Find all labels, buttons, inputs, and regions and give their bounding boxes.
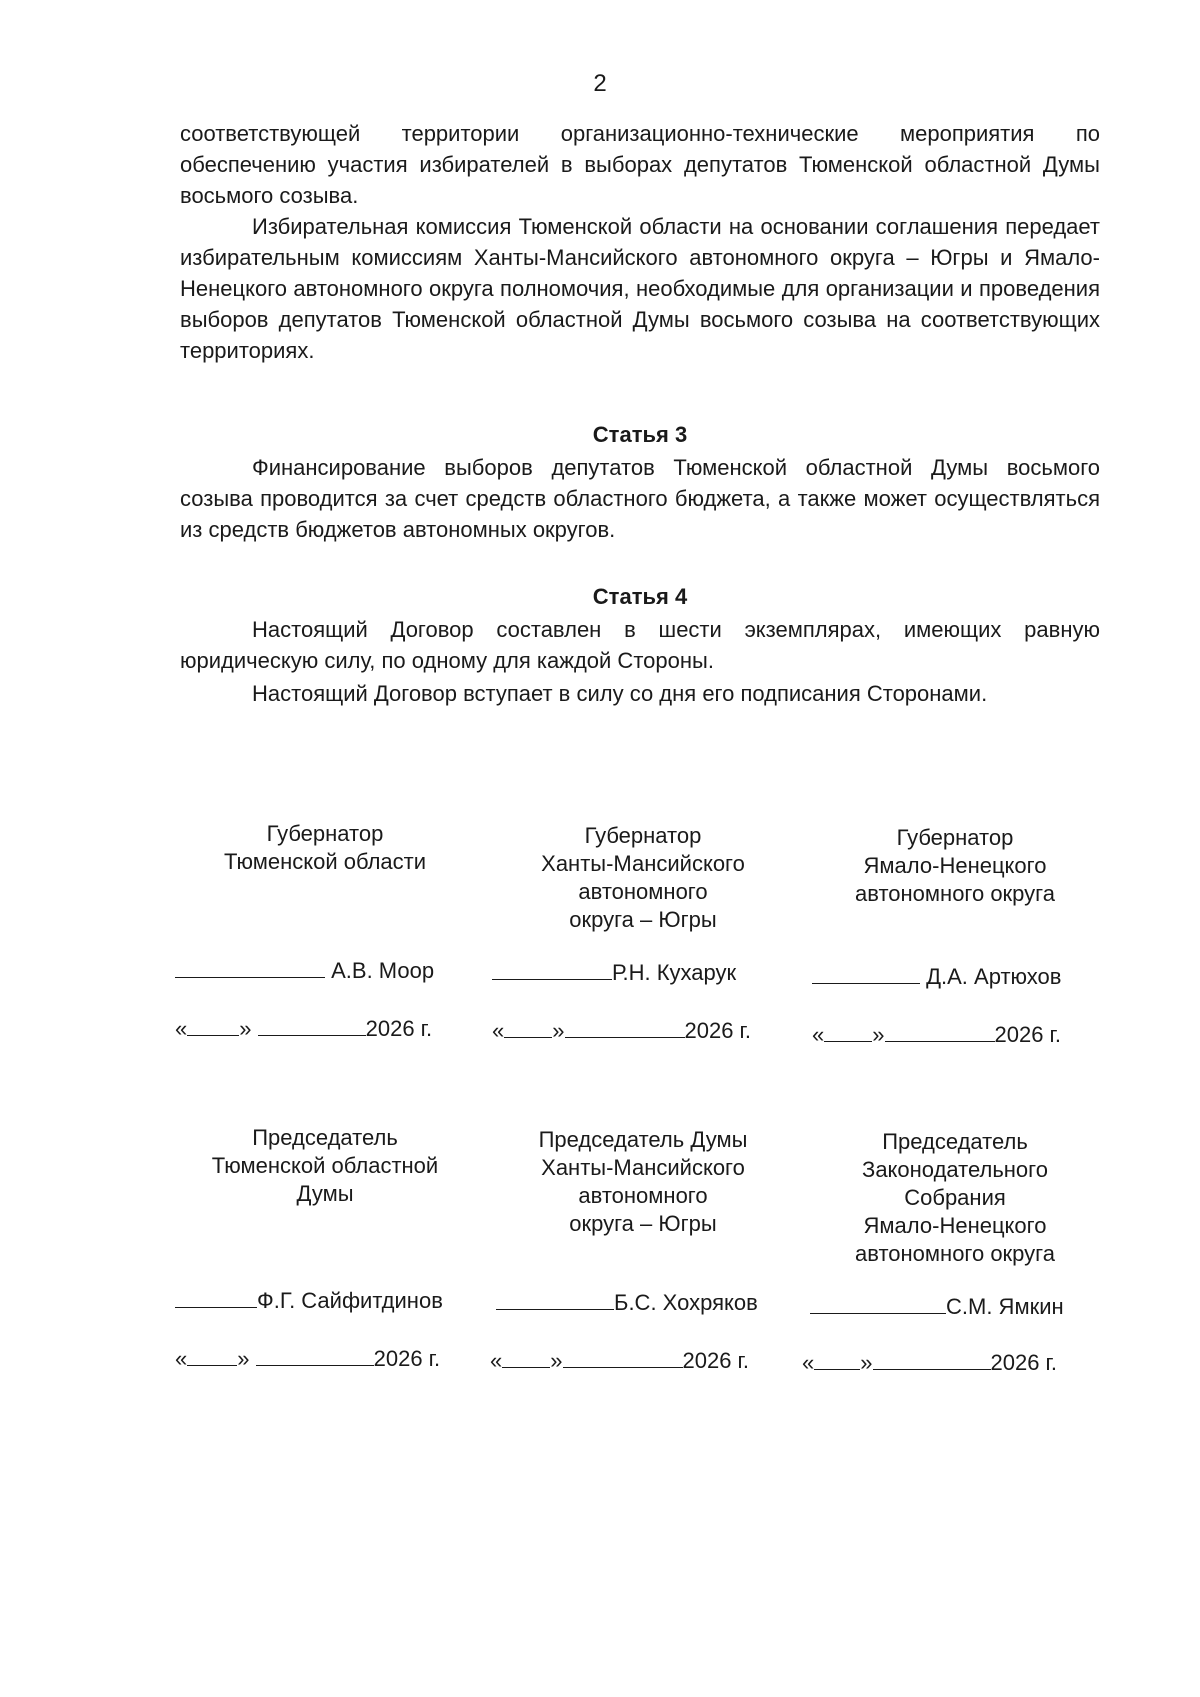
article-4-title: Статья 4: [592, 584, 688, 609]
signatory-chairman-khmao-duma: [488, 1126, 798, 1238]
signature-line-saifitdinov: [175, 1288, 443, 1314]
signatory-title: Губернатор Ханты-Мансийского автономного округа – Югры: [541, 823, 745, 932]
signature-line-khokhryakov: [496, 1290, 758, 1316]
page-number: 2: [593, 70, 607, 97]
signatory-chairman-tyumen-duma: [170, 1124, 480, 1208]
signature-blank: [810, 1295, 946, 1314]
signatory-governor-yanao: [800, 824, 1110, 908]
date-line: [802, 1350, 1057, 1376]
signatory-name: А.В. Моор: [331, 958, 435, 983]
signature-blank: [496, 1291, 614, 1310]
signature-blank: [812, 965, 920, 984]
day-blank: [814, 1351, 860, 1370]
date-close-quote: »: [872, 1022, 885, 1047]
signatures-row-1: [170, 820, 1120, 1060]
signatory-governor-tyumen: [170, 820, 480, 876]
date-close-quote: »: [239, 1016, 252, 1041]
date-line: [175, 1016, 432, 1042]
date-open-quote: «: [490, 1348, 503, 1373]
month-blank: [563, 1349, 683, 1368]
signatory-name: Ф.Г. Сайфитдинов: [257, 1288, 443, 1313]
article-3-text: Финансирование выборов депутатов Тюменской областной Думы восьмого созыва проводится за счет средств областного бюджета, а также может осуществляться из средств бюджетов автономных округов.: [180, 455, 1100, 542]
paragraph-1: соответствующей территории организационно-технические мероприятия по обеспечению участия избирателей в выборах депутатов Тюменской областной Думы восьмого созыва.: [180, 121, 1100, 208]
day-blank: [187, 1017, 239, 1036]
signatures-row-2: [170, 1124, 1120, 1394]
signatory-title: Председатель Законодательного Собрания Ямало-Ненецкого автономного округа: [855, 1129, 1055, 1266]
date-open-quote: «: [492, 1018, 505, 1043]
signatory-name: Р.Н. Кухарук: [612, 960, 737, 985]
date-year: 2026 г.: [684, 1018, 752, 1043]
signature-line-artyukhov: [812, 964, 1061, 990]
signature-blank: [175, 959, 325, 978]
date-open-quote: «: [802, 1350, 815, 1375]
article-4-text-2: Настоящий Договор вступает в силу со дня его подписания Сторонами.: [252, 681, 988, 706]
signatory-title: Председатель Тюменской областной Думы: [211, 1125, 439, 1206]
date-line: [812, 1022, 1061, 1048]
date-close-quote: »: [550, 1348, 563, 1373]
intro-text: [180, 118, 1100, 366]
day-blank: [502, 1349, 550, 1368]
month-blank: [565, 1019, 685, 1038]
article-3-text-block: [180, 452, 1100, 545]
date-year: 2026 г.: [373, 1346, 441, 1371]
day-blank: [187, 1347, 237, 1366]
date-open-quote: «: [175, 1016, 188, 1041]
day-blank: [824, 1023, 872, 1042]
signatory-name: С.М. Ямкин: [946, 1294, 1064, 1319]
month-blank: [873, 1351, 991, 1370]
day-blank: [504, 1019, 552, 1038]
signatory-governor-khmao: [488, 822, 798, 934]
signatory-name: Б.С. Хохряков: [614, 1290, 758, 1315]
month-blank: [256, 1347, 374, 1366]
date-year: 2026 г.: [682, 1348, 750, 1373]
signature-line-moor: [175, 958, 434, 984]
date-year: 2026 г.: [994, 1022, 1062, 1047]
date-year: 2026 г.: [990, 1350, 1058, 1375]
date-open-quote: «: [812, 1022, 825, 1047]
signature-blank: [175, 1289, 257, 1308]
signature-line-yamkin: [810, 1294, 1064, 1320]
signature-line-kukharuk: [492, 960, 736, 986]
date-close-quote: »: [860, 1350, 873, 1375]
signatory-title: Губернатор Ямало-Ненецкого автономного округа: [855, 825, 1055, 906]
date-line: [175, 1346, 440, 1372]
date-open-quote: «: [175, 1346, 188, 1371]
month-blank: [885, 1023, 995, 1042]
paragraph-2: Избирательная комиссия Тюменской области на основании соглашения передает избирательным комиссиям Ханты-Мансийского автономного округа – Югры и Ямало-Ненецкого автономного округа полномочия, необходимые для организации и проведения выборов депутатов Тюменской областной Думы восьмого созыва на соответствующих территориях.: [180, 214, 1100, 363]
month-blank: [258, 1017, 366, 1036]
date-year: 2026 г.: [365, 1016, 433, 1041]
signatory-chairman-yanao-assembly: [800, 1128, 1110, 1268]
date-line: [492, 1018, 751, 1044]
date-line: [490, 1348, 749, 1374]
article-3-title: Статья 3: [592, 422, 688, 447]
article-4-text-block: [180, 614, 1100, 709]
signatory-title: Председатель Думы Ханты-Мансийского автономного округа – Югры: [538, 1127, 748, 1236]
article-4-text-1: Настоящий Договор составлен в шести экземплярах, имеющих равную юридическую силу, по одному для каждой Стороны.: [180, 617, 1100, 673]
date-close-quote: »: [552, 1018, 565, 1043]
signatory-name: Д.А. Артюхов: [926, 964, 1062, 989]
date-close-quote: »: [237, 1346, 250, 1371]
signatory-title: Губернатор Тюменской области: [223, 821, 427, 874]
signature-blank: [492, 961, 612, 980]
